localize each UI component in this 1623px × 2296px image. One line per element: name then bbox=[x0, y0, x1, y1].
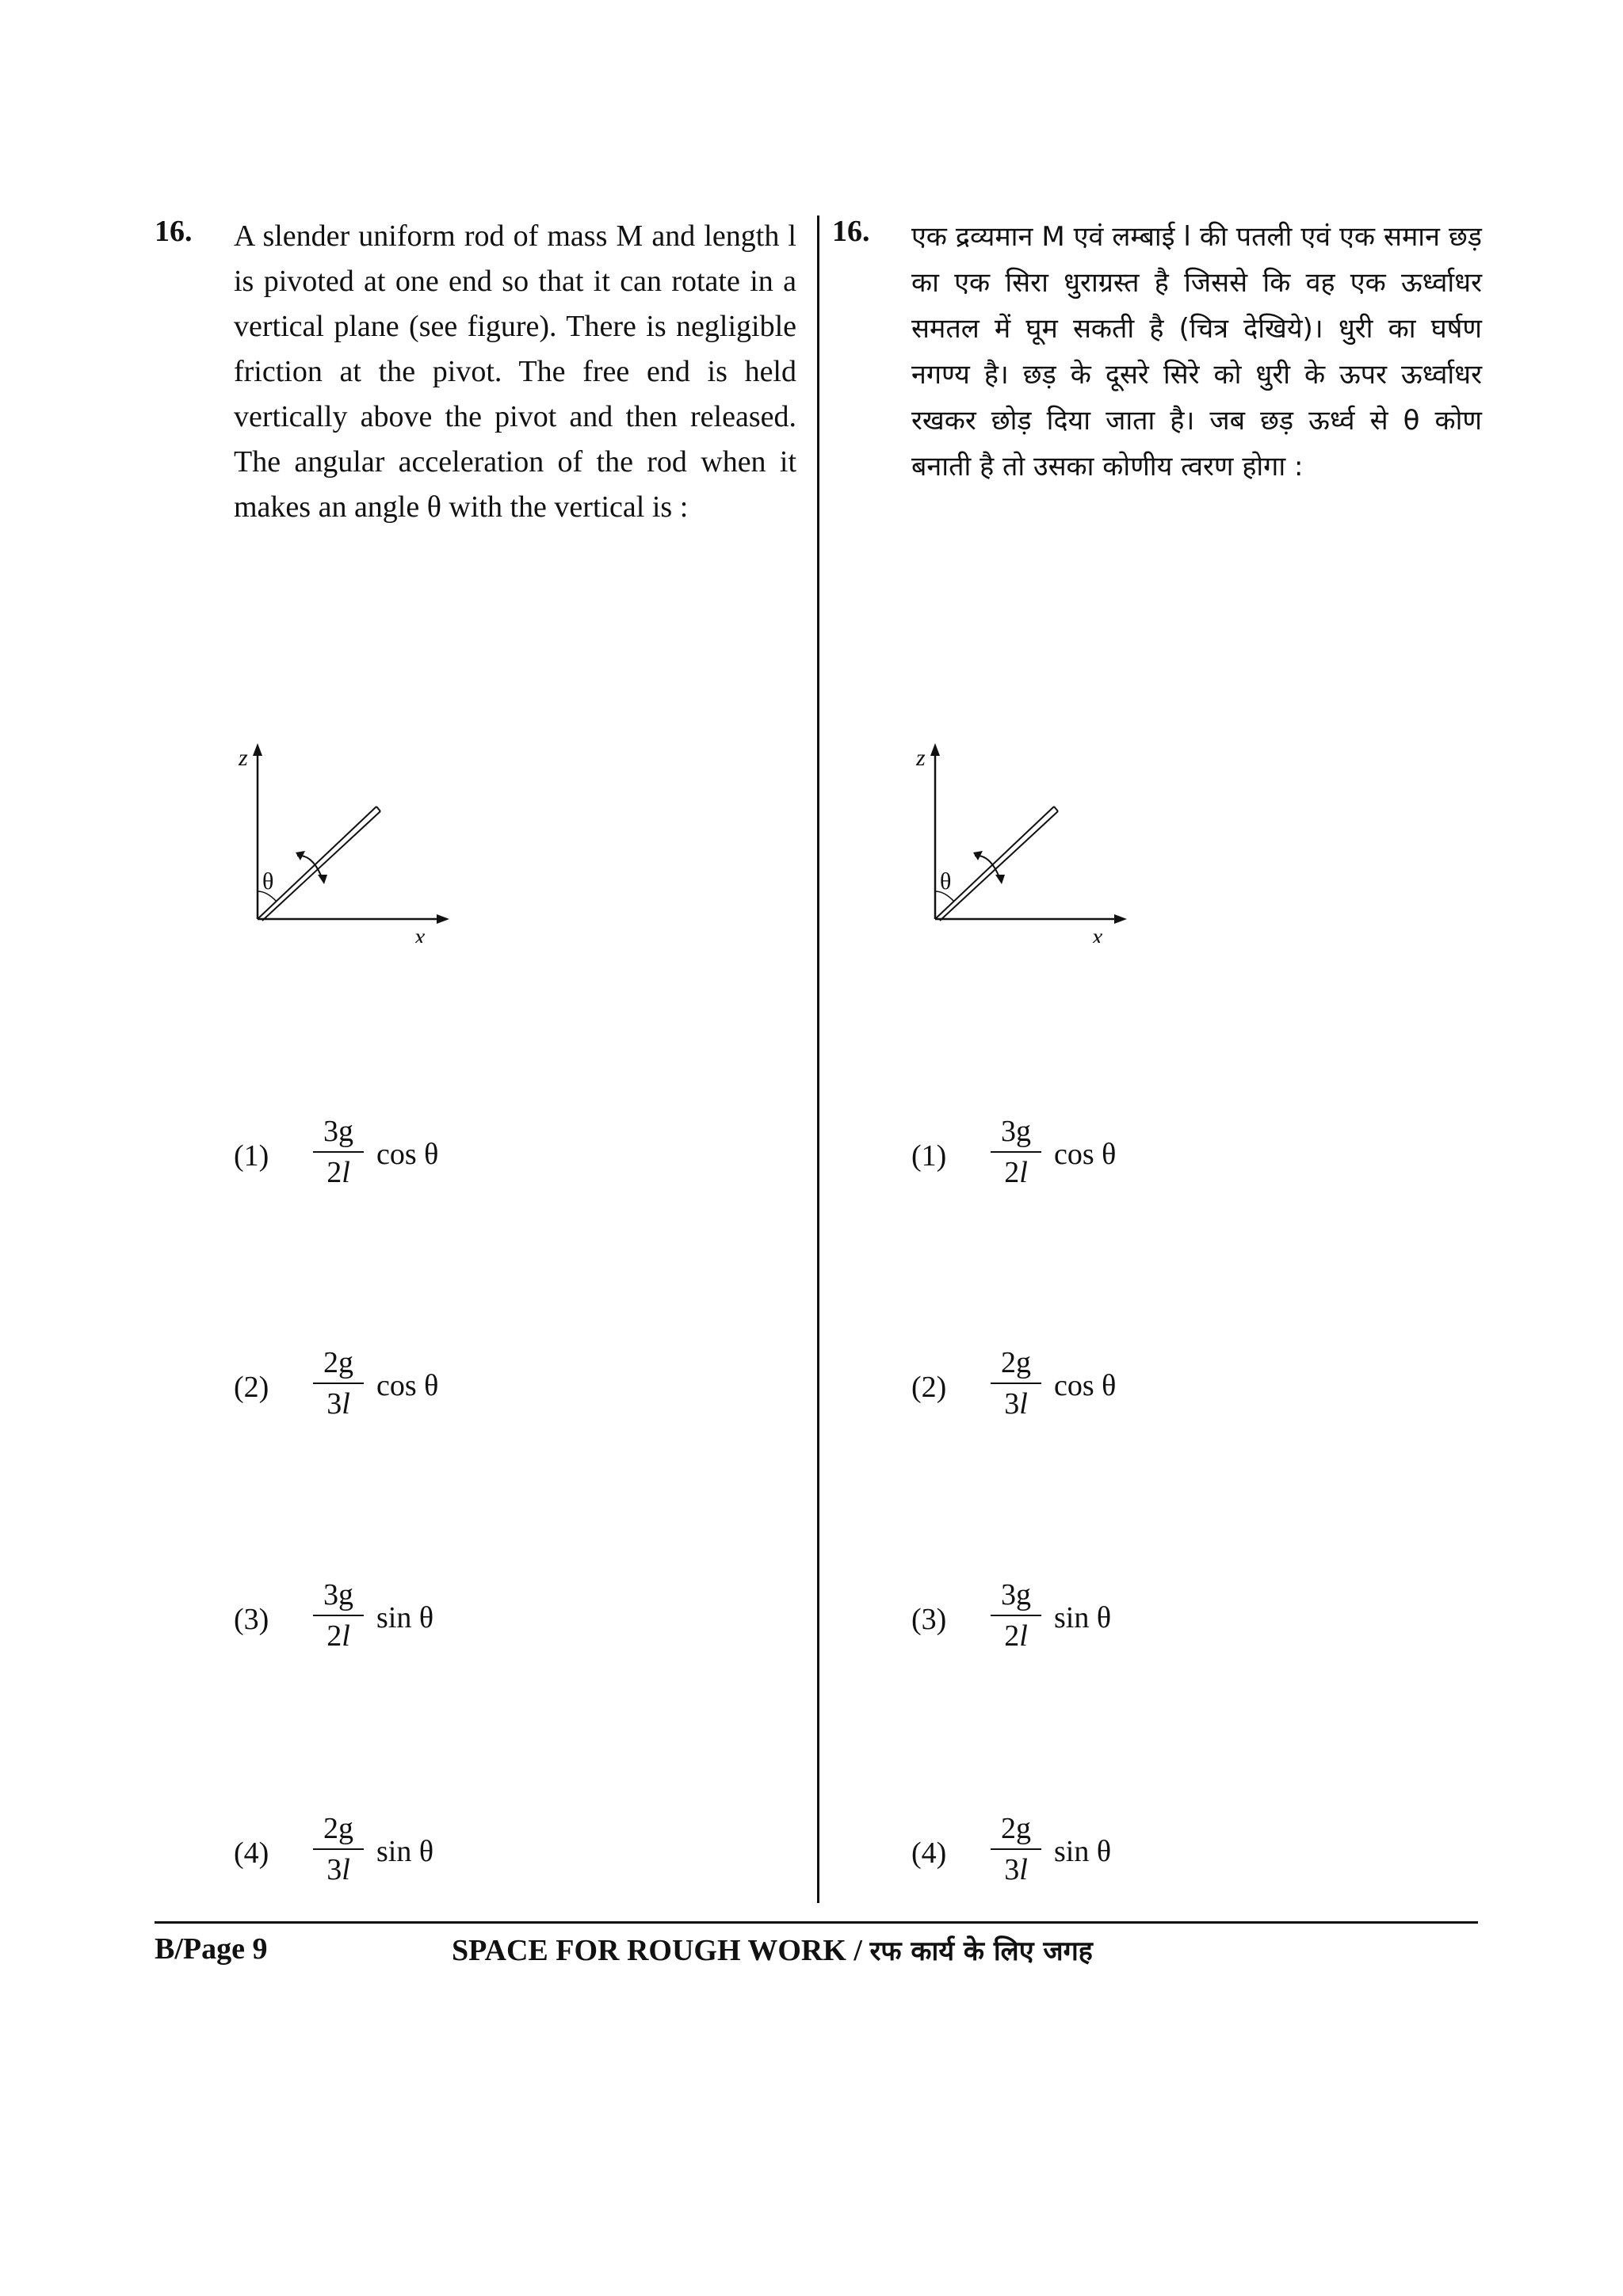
trig-term: sin θ bbox=[1054, 1601, 1112, 1634]
x-arrowhead bbox=[1114, 914, 1127, 924]
footer-rule bbox=[155, 1921, 1478, 1924]
rod-end bbox=[1054, 807, 1058, 811]
den-var: l bbox=[342, 1619, 350, 1653]
trig-term: cos θ bbox=[376, 1138, 439, 1171]
rod-edge-b bbox=[262, 811, 380, 921]
den-digit: 3 bbox=[327, 1387, 342, 1421]
fraction bbox=[313, 1344, 364, 1422]
rough-work-hindi: रफ कार्य के लिए जगह bbox=[869, 1936, 1093, 1967]
fraction-denominator bbox=[313, 1384, 364, 1422]
rod-end bbox=[376, 807, 380, 811]
option-number: (1) bbox=[911, 1139, 947, 1173]
rough-work-label bbox=[452, 1932, 1093, 1968]
fraction-numerator: 2g bbox=[313, 1810, 364, 1850]
rod-edge-a bbox=[935, 807, 1054, 919]
trig-term: cos θ bbox=[1054, 1369, 1117, 1402]
z-label: z bbox=[916, 745, 926, 771]
z-arrowhead bbox=[930, 743, 940, 756]
fraction bbox=[991, 1344, 1041, 1422]
den-digit: 2 bbox=[1004, 1619, 1020, 1653]
fraction-denominator bbox=[313, 1153, 364, 1191]
option-number: (4) bbox=[911, 1836, 947, 1870]
page-number: B/Page 9 bbox=[155, 1932, 268, 1966]
theta-label: θ bbox=[262, 868, 274, 894]
question-text-hindi: एक द्रव्यमान M एवं लम्बाई l की पतली एवं एक समान छड़ का एक सिरा धुराग्रस्त है जिससे कि वह एक ऊर्ध्वाधर समतल में घूम सकती है (चित्र देखिये)। धुरी का घर्षण नगण्य है। छड़ के दूसरे सिरे को धुरी के ऊपर ऊर्ध्वाधर रखकर छोड़ दिया जाता है। जब छड़ ऊर्ध्व से θ कोण बनाती है तो उसका कोणीय त्वरण होगा : bbox=[911, 221, 1482, 482]
fraction bbox=[991, 1113, 1041, 1191]
option-3[interactable] bbox=[234, 1577, 630, 1664]
option-2[interactable] bbox=[911, 1344, 1308, 1432]
theta-label: θ bbox=[940, 868, 952, 894]
option-3[interactable] bbox=[911, 1577, 1308, 1664]
fraction-denominator bbox=[991, 1384, 1041, 1422]
rod-diagram bbox=[896, 737, 1133, 943]
den-var: l bbox=[342, 1156, 350, 1189]
trig-term: cos θ bbox=[376, 1369, 439, 1402]
trig-term: sin θ bbox=[376, 1601, 434, 1634]
den-var: l bbox=[342, 1387, 350, 1421]
option-2[interactable] bbox=[234, 1344, 630, 1432]
fraction bbox=[991, 1810, 1041, 1888]
option-number: (3) bbox=[234, 1603, 269, 1636]
question-text-english: A slender uniform rod of mass M and length l is pivoted at one end so that it can rotate in a vertical plane (see figure). There is negligible friction at the pivot. The free end is held vertically above the pivot and then released. The angular acceleration of the rod when it makes an angle θ with the vertical is : bbox=[234, 219, 796, 524]
fraction-numerator: 3g bbox=[313, 1577, 364, 1616]
den-digit: 3 bbox=[1004, 1853, 1020, 1886]
fraction-numerator: 3g bbox=[313, 1113, 364, 1153]
rod-edge-b bbox=[940, 811, 1058, 921]
option-1[interactable] bbox=[234, 1113, 630, 1200]
rough-work-english: SPACE FOR ROUGH WORK / bbox=[452, 1934, 870, 1967]
trig-term: sin θ bbox=[376, 1835, 434, 1868]
trig-term: cos θ bbox=[1054, 1138, 1117, 1171]
den-var: l bbox=[1019, 1853, 1028, 1886]
den-var: l bbox=[1019, 1387, 1028, 1421]
fraction-numerator: 3g bbox=[991, 1113, 1041, 1153]
z-arrowhead bbox=[253, 743, 262, 756]
fraction bbox=[313, 1577, 364, 1654]
fraction bbox=[991, 1577, 1041, 1654]
question-number: 16. bbox=[832, 215, 870, 248]
option-4[interactable] bbox=[234, 1810, 630, 1897]
option-number: (2) bbox=[234, 1371, 269, 1404]
trig-term: sin θ bbox=[1054, 1835, 1112, 1868]
option-number: (1) bbox=[234, 1139, 269, 1173]
rod-diagram bbox=[218, 737, 456, 943]
z-label: z bbox=[239, 745, 248, 771]
den-digit: 2 bbox=[327, 1619, 342, 1653]
fraction-numerator: 2g bbox=[313, 1344, 364, 1384]
rod-edge-a bbox=[258, 807, 376, 919]
fraction-denominator bbox=[313, 1616, 364, 1654]
option-number: (2) bbox=[911, 1371, 947, 1404]
den-digit: 3 bbox=[327, 1853, 342, 1886]
den-var: l bbox=[1019, 1156, 1028, 1189]
fraction-numerator: 2g bbox=[991, 1810, 1041, 1850]
fraction-denominator bbox=[313, 1850, 364, 1888]
fraction-denominator bbox=[991, 1153, 1041, 1191]
fraction-denominator bbox=[991, 1850, 1041, 1888]
question-number: 16. bbox=[155, 215, 193, 248]
x-label: x bbox=[414, 924, 426, 943]
rotation-arrowhead-bottom bbox=[318, 875, 327, 884]
rod-figure bbox=[896, 737, 1133, 943]
fraction bbox=[313, 1810, 364, 1888]
column-divider bbox=[817, 215, 819, 1903]
den-digit: 2 bbox=[1004, 1156, 1020, 1189]
fraction-numerator: 2g bbox=[991, 1344, 1041, 1384]
rod-figure bbox=[218, 737, 456, 943]
fraction-denominator bbox=[991, 1616, 1041, 1654]
den-var: l bbox=[342, 1853, 350, 1886]
fraction bbox=[313, 1113, 364, 1191]
x-label: x bbox=[1092, 924, 1103, 943]
den-digit: 2 bbox=[327, 1156, 342, 1189]
rotation-arrowhead-bottom bbox=[995, 875, 1005, 884]
x-arrowhead bbox=[437, 914, 449, 924]
den-digit: 3 bbox=[1004, 1387, 1020, 1421]
fraction-numerator: 3g bbox=[991, 1577, 1041, 1616]
option-4[interactable] bbox=[911, 1810, 1308, 1897]
option-1[interactable] bbox=[911, 1113, 1308, 1200]
den-var: l bbox=[1019, 1619, 1028, 1653]
option-number: (3) bbox=[911, 1603, 947, 1636]
option-number: (4) bbox=[234, 1836, 269, 1870]
